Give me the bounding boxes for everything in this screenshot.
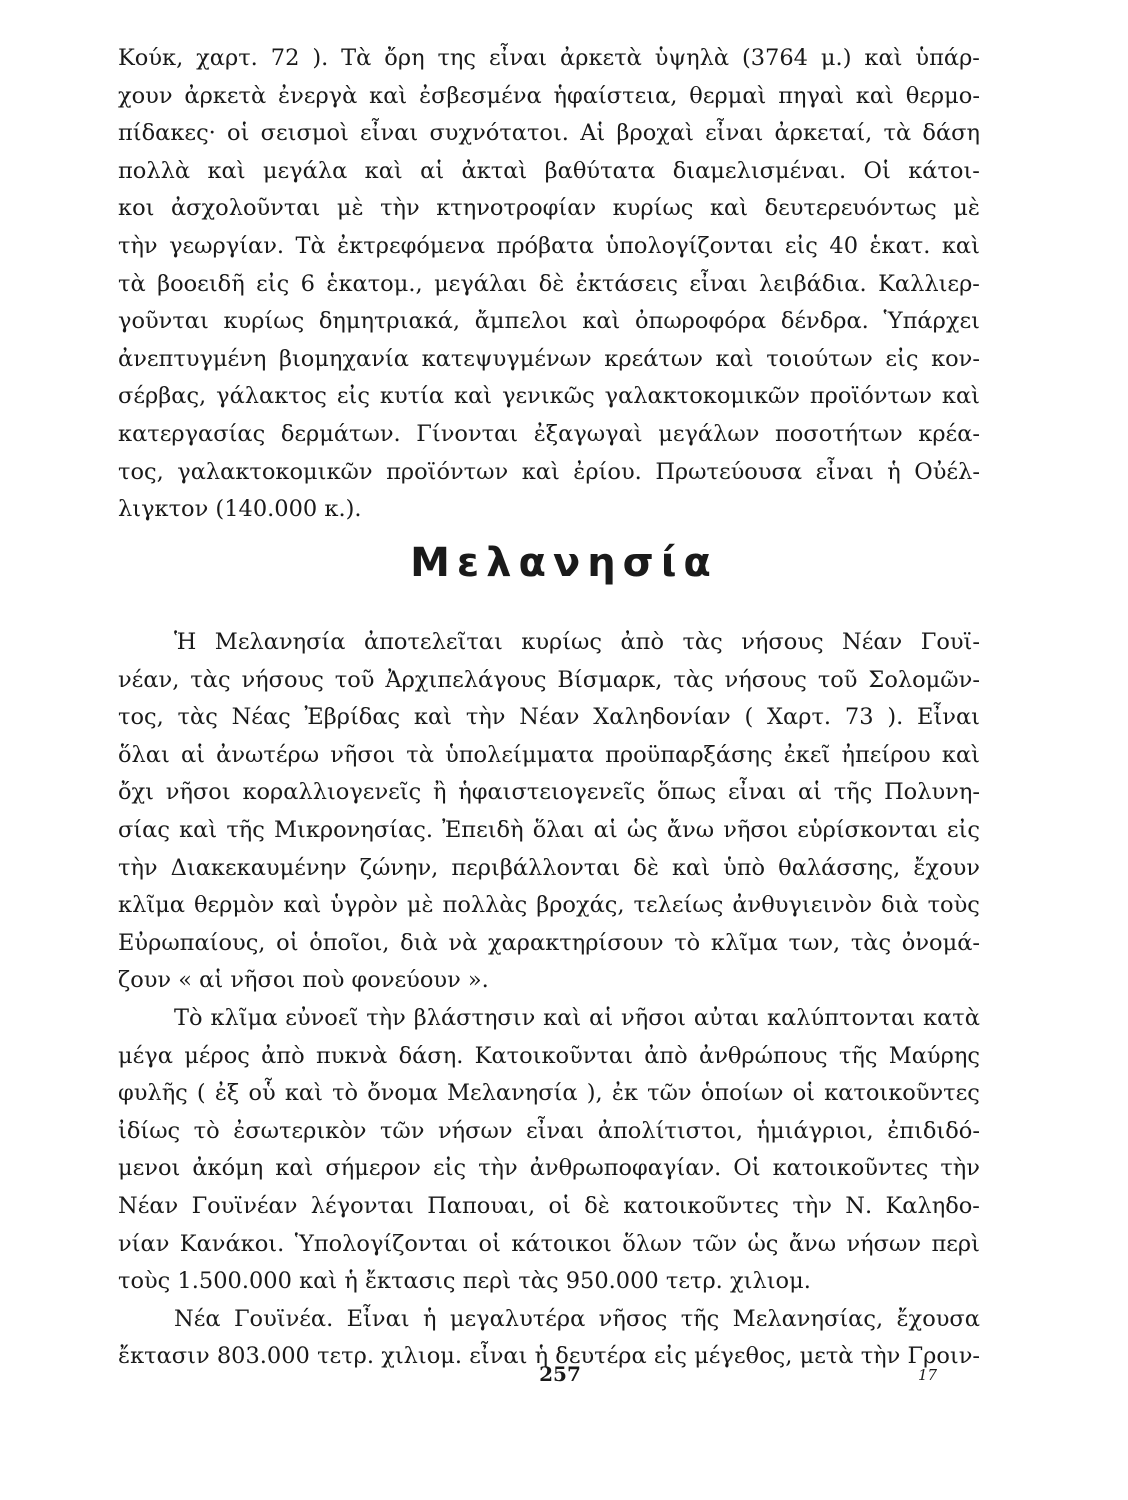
text-line: ἔκτασιν 803.000 τετρ. χιλιομ. εἶναι ἡ δευτέρα εἰς μέγεθος, μετὰ τὴν Γροιν- bbox=[118, 1343, 980, 1370]
signature-mark: 17 bbox=[918, 1366, 938, 1384]
text-line: Τὸ κλῖμα εὐνοεῖ τὴν βλάστησιν καὶ αἱ νῆσοι αὐται καλύπτονται κατὰ bbox=[174, 1004, 980, 1031]
text-line: ζουν « αἱ νῆσοι ποὺ φονεύουν ». bbox=[118, 967, 489, 994]
paragraph-new-zealand bbox=[118, 40, 980, 529]
text-line: σέρβας, γάλακτος εἰς κυτία καὶ γενικῶς γαλακτοκομικῶν προϊόντων καὶ bbox=[118, 383, 980, 410]
text-line: κατεργασίας δερμάτων. Γίνονται ἐξαγωγαὶ μεγάλων ποσοτήτων κρέα- bbox=[118, 420, 980, 447]
text-line: Εὐρωπαίους, οἱ ὁποῖοι, διὰ νὰ χαρακτηρίσουν τὸ κλῖμα των, τὰς ὀνομά- bbox=[118, 929, 980, 956]
text-line: νέαν, τὰς νήσους τοῦ Ἀρχιπελάγους Βίσμαρκ, τὰς νήσους τοῦ Σολομῶν- bbox=[118, 666, 980, 693]
text-line: ὄχι νῆσοι κοραλλιογενεῖς ἢ ἡφαιστειογενεῖς ὅπως εἶναι αἱ τῆς Πολυνη- bbox=[118, 779, 980, 806]
text-line: πολλὰ καὶ μεγάλα καὶ αἱ ἀκταὶ βαθύτατα διαμελισμέναι. Οἱ κάτοι- bbox=[118, 157, 980, 184]
section-heading: Μελανησία bbox=[410, 540, 718, 586]
text-line: ἰδίως τὸ ἐσωτερικὸν τῶν νήσων εἶναι ἀπολίτιστοι, ἡμιάγριοι, ἐπιδιδό- bbox=[118, 1117, 980, 1144]
text-line: χουν ἀρκετὰ ἐνεργὰ καὶ ἐσβεσμένα ἡφαίστεια, θερμαὶ πηγαὶ καὶ θερμο- bbox=[118, 82, 980, 109]
text-line: κλῖμα θερμὸν καὶ ὑγρὸν μὲ πολλὰς βροχάς, τελείως ἀνθυγιεινὸν διὰ τοὺς bbox=[118, 892, 980, 919]
text-line: σίας καὶ τῆς Μικρονησίας. Ἐπειδὴ ὅλαι αἱ ὡς ἄνω νῆσοι εὑρίσκονται εἰς bbox=[118, 816, 980, 843]
text-line: τὰ βοοειδῆ εἰς 6 ἑκατομ., μεγάλαι δὲ ἐκτάσεις εἶναι λειβάδια. Καλλιερ- bbox=[118, 270, 980, 297]
text-line: τὴν γεωργίαν. Τὰ ἐκτρεφόμενα πρόβατα ὑπολογίζονται εἰς 40 ἑκατ. καὶ bbox=[118, 232, 980, 259]
text-line: ἀνεπτυγμένη βιομηχανία κατεψυγμένων κρεάτων καὶ τοιούτων εἰς κον- bbox=[118, 345, 980, 372]
text-line: τὴν Διακεκαυμένην ζώνην, περιβάλλονται δὲ καὶ ὑπὸ θαλάσσης, ἔχουν bbox=[118, 854, 980, 881]
text-line: μενοι ἀκόμη καὶ σήμερον εἰς τὴν ἀνθρωποφαγίαν. Οἱ κατοικοῦντες τὴν bbox=[118, 1155, 980, 1182]
text-line: Νέαν Γουϊνέαν λέγονται Παπουαι, οἱ δὲ κατοικοῦντες τὴν Ν. Καληδο- bbox=[118, 1192, 980, 1219]
text-line: Κούκ, χαρτ. 72 ). Τὰ ὄρη της εἶναι ἀρκετὰ ὑψηλὰ (3764 μ.) καὶ ὑπάρ- bbox=[118, 45, 980, 71]
text-line: μέγα μέρος ἀπὸ πυκνὰ δάση. Κατοικοῦνται ἀπὸ ἀνθρώπους τῆς Μαύρης bbox=[118, 1042, 980, 1069]
page-number: 257 bbox=[539, 1362, 581, 1386]
text-line: τοὺς 1.500.000 καὶ ἡ ἔκτασις περὶ τὰς 950.000 τετρ. χιλιομ. bbox=[118, 1268, 811, 1295]
text-line: τος, τὰς Νέας Ἐβρίδας καὶ τὴν Νέαν Χαληδονίαν ( Χαρτ. 73 ). Εἶναι bbox=[118, 704, 980, 731]
text-line: φυλῆς ( ἐξ οὗ καὶ τὸ ὄνομα Μελανησία ), ἐκ τῶν ὁποίων οἱ κατοικοῦντες bbox=[118, 1080, 980, 1107]
text-line: πίδακες· οἱ σεισμοὶ εἶναι συχνότατοι. Αἱ βροχαὶ εἶναι ἀρκεταί, τὰ δάση bbox=[118, 120, 980, 147]
text-line: νίαν Κανάκοι. Ὑπολογίζονται οἱ κάτοικοι ὅλων τῶν ὡς ἄνω νήσων περὶ bbox=[118, 1230, 980, 1257]
text-line: λιγκτον (140.000 κ.). bbox=[118, 496, 362, 523]
text-line: κοι ἀσχολοῦνται μὲ τὴν κτηνοτροφίαν κυρίως καὶ δευτερευόντως μὲ bbox=[118, 195, 980, 222]
text-line: ὅλαι αἱ ἀνωτέρω νῆσοι τὰ ὑπολείμματα προϋπαρξάσης ἐκεῖ ἠπείρου καὶ bbox=[118, 741, 980, 768]
text-line: Ἡ Μελανησία ἀποτελεῖται κυρίως ἀπὸ τὰς νήσους Νέαν Γουϊ- bbox=[174, 629, 980, 655]
text-line: τος, γαλακτοκομικῶν προϊόντων καὶ ἐρίου. Πρωτεύουσα εἶναι ἡ Οὐέλ- bbox=[118, 458, 980, 485]
text-line: γοῦνται κυρίως δημητριακά, ἄμπελοι καὶ ὀπωροφόρα δένδρα. Ὑπάρχει bbox=[118, 308, 980, 335]
section-body bbox=[118, 624, 980, 1376]
text-line: Νέα Γουϊνέα. Εἶναι ἡ μεγαλυτέρα νῆσος τῆς Μελανησίας, ἔχουσα bbox=[174, 1305, 980, 1332]
